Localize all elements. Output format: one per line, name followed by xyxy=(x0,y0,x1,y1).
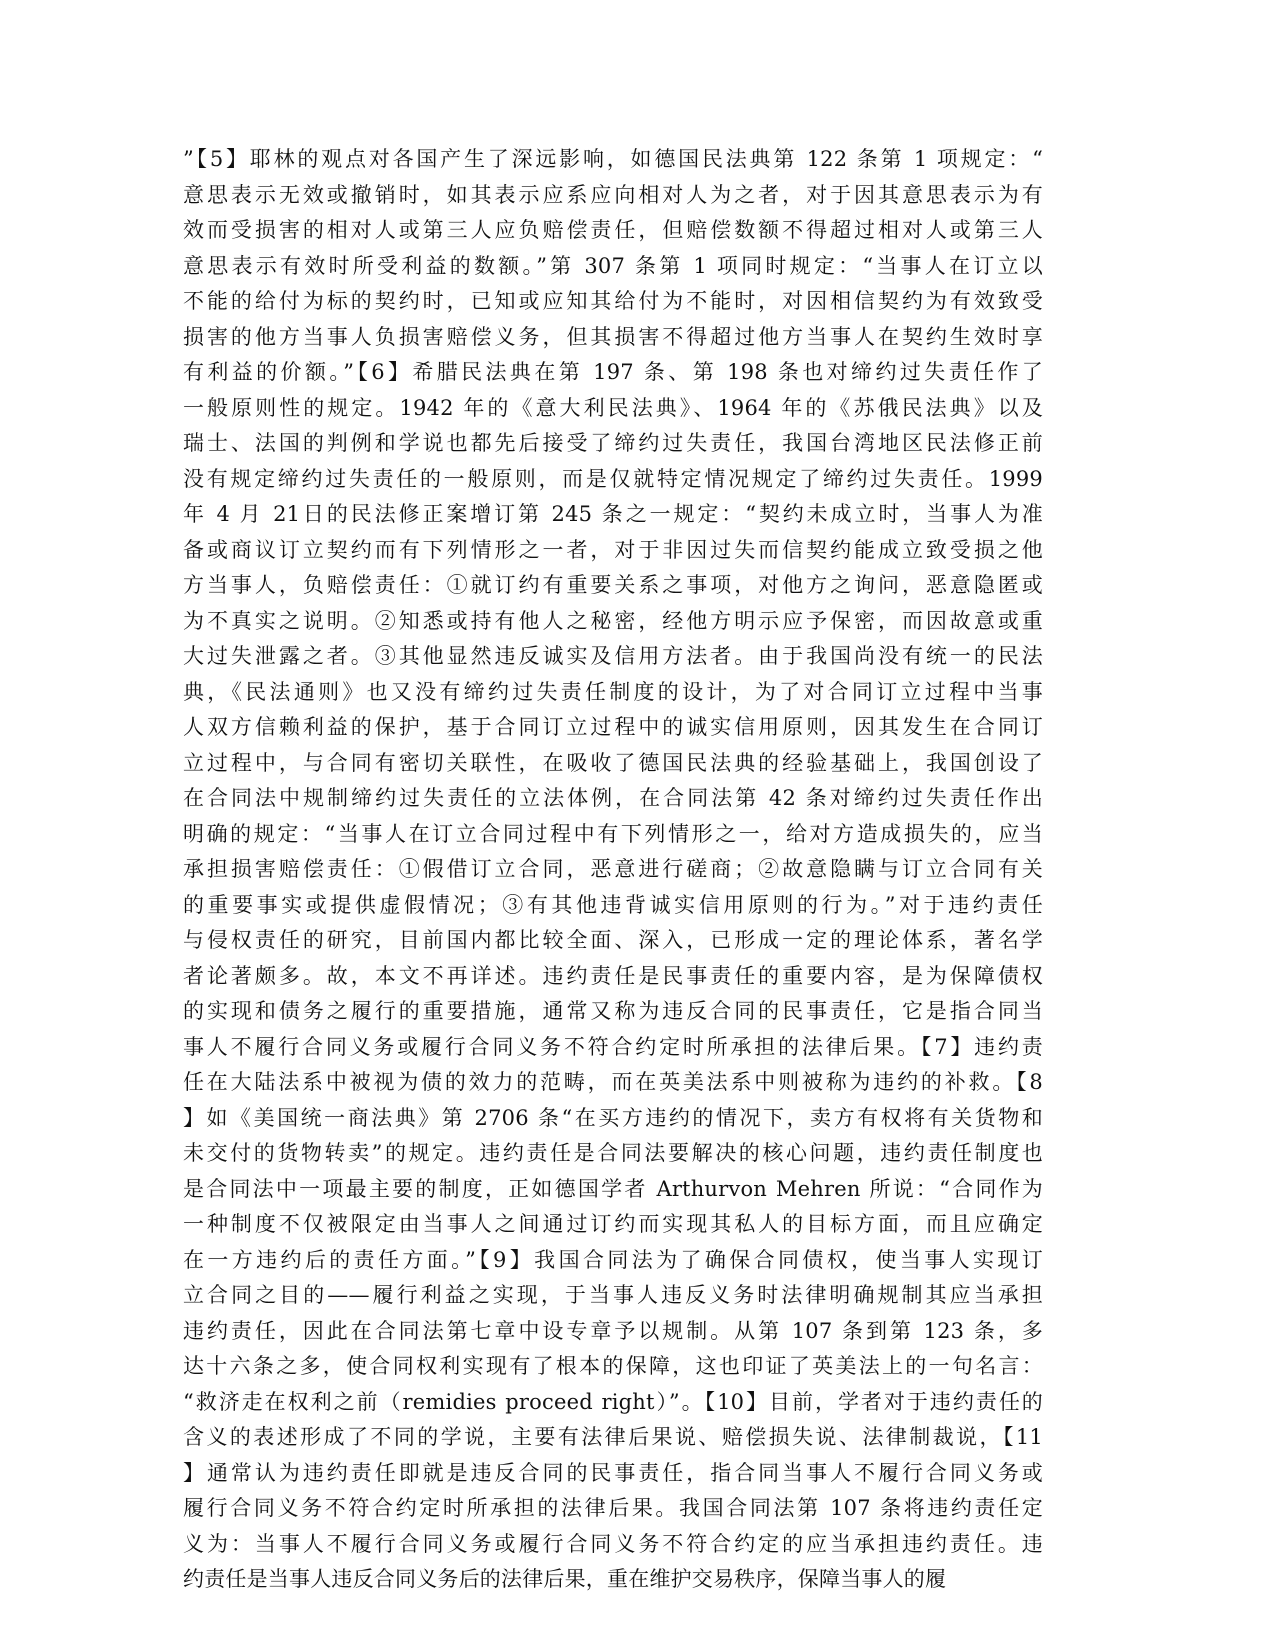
text-line: 瑞士、法国的判例和学说也都先后接受了缔约过失责任，我国台湾地区民法修正前 xyxy=(183,431,1043,455)
text-line: 大过失泄露之者。③其他显然违反诚实及信用方法者。由于我国尚没有统一的民法 xyxy=(183,644,1043,668)
text-line: 承担损害赔偿责任：①假借订立合同，恶意进行磋商；②故意隐瞒与订立合同有关 xyxy=(183,857,1043,881)
text-line: ”【5】耶林的观点对各国产生了深远影响，如德国民法典第 122 条第 1 项规定：“ xyxy=(183,147,1043,171)
text-line: 为不真实之说明。②知悉或持有他人之秘密，经他方明示应予保密，而因故意或重 xyxy=(183,608,1043,633)
text-line: 人双方信赖利益的保护，基于合同订立过程中的诚实信用原则，因其发生在合同订 xyxy=(183,715,1043,739)
text-line: 未交付的货物转卖”的规定。违约责任是合同法要解决的核心问题，违约责任制度也 xyxy=(183,1141,1043,1165)
text-line: 是合同法中一项最主要的制度，正如德国学者 Arthurvon Mehren 所说：“合同作为 xyxy=(183,1176,1043,1201)
text-line: 任在大陆法系中被视为债的效力的范畴，而在英美法系中则被称为违约的补救。【8 xyxy=(183,1070,1043,1094)
text-line: 违约责任，因此在合同法第七章中设专章予以规制。从第 107 条到第 123 条，多 xyxy=(183,1318,1043,1343)
text-line: 者论著颇多。故，本文不再详述。违约责任是民事责任的重要内容，是为保障债权 xyxy=(183,963,1043,988)
text-line: 明确的规定：“当事人在订立合同过程中有下列情形之一，给对方造成损失的，应当 xyxy=(183,821,1043,846)
text-line: 履行合同义务不符合约定时所承担的法律后果。我国合同法第 107 条将违约责任定 xyxy=(183,1496,1043,1520)
text-line: 的实现和债务之履行的重要措施，通常又称为违反合同的民事责任，它是指合同当 xyxy=(183,999,1043,1023)
text-line: 】如《美国统一商法典》第 2706 条“在买方违约的情况下，卖方有权将有关货物和 xyxy=(183,1105,1043,1130)
text-line: 备或商议订立契约而有下列情形之一者，对于非因过失而信契约能成立致受损之他 xyxy=(183,537,1043,562)
text-line: 在合同法中规制缔约过失责任的立法体例，在合同法第 42 条对缔约过失责任作出 xyxy=(183,786,1043,810)
text-line: 没有规定缔约过失责任的一般原则，而是仅就特定情况规定了缔约过失责任。1999 xyxy=(183,466,1043,491)
text-line: 一种制度不仅被限定由当事人之间通过订约而实现其私人的目标方面，而且应确定 xyxy=(183,1212,1043,1236)
text-line: 意思表示无效或撤销时，如其表示应系应向相对人为之者，对于因其意思表示为有 xyxy=(183,182,1043,207)
text-line: “救济走在权利之前（remidies proceed right）”。【10】目前，学者对于违约责任的 xyxy=(183,1389,1043,1414)
text-line: 在一方违约后的责任方面。”【9】我国合同法为了确保合同债权，使当事人实现订 xyxy=(183,1247,1043,1272)
text-line: 一般原则性的规定。1942 年的《意大利民法典》、1964 年的《苏俄民法典》以及 xyxy=(183,395,1043,420)
text-line: 效而受损害的相对人或第三人应负赔偿责任，但赔偿数额不得超过相对人或第三人 xyxy=(183,218,1043,242)
text-line: 有利益的价额。”【6】希腊民法典在第 197 条、第 198 条也对缔约过失责任作了 xyxy=(183,360,1043,384)
text-line: 方当事人，负赔偿责任：①就订约有重要关系之事项，对他方之询问，恶意隐匿或 xyxy=(183,573,1043,597)
text-line: 立合同之目的——履行利益之实现，于当事人违反义务时法律明确规制其应当承担 xyxy=(183,1283,1043,1307)
document-page xyxy=(183,142,1043,1591)
text-line: 含义的表述形成了不同的学说，主要有法律后果说、赔偿损失说、法律制裁说，【11 xyxy=(183,1425,1043,1449)
text-line: 义为：当事人不履行合同义务或履行合同义务不符合约定的应当承担违约责任。违 xyxy=(183,1531,1043,1556)
text-line: 达十六条之多，使合同权利实现有了根本的保障，这也印证了英美法上的一句名言： xyxy=(183,1354,1043,1378)
text-line: 立过程中，与合同有密切关联性，在吸收了德国民法典的经验基础上，我国创设了 xyxy=(183,750,1043,775)
text-line: 与侵权责任的研究，目前国内都比较全面、深入，已形成一定的理论体系，著名学 xyxy=(183,928,1043,952)
text-line: 事人不履行合同义务或履行合同义务不符合约定时所承担的法律后果。【7】违约责 xyxy=(183,1034,1043,1059)
text-line: 意思表示有效时所受利益的数额。”第 307 条第 1 项同时规定：“当事人在订立以 xyxy=(183,253,1043,278)
text-line: 年 4 月 21日的民法修正案增订第 245 条之一规定：“契约未成立时，当事人为准 xyxy=(183,502,1043,526)
text-line: 损害的他方当事人负损害赔偿义务，但其损害不得超过他方当事人在契约生效时享 xyxy=(183,324,1043,349)
text-line: 约责任是当事人违反合同义务后的法律后果，重在维护交易秩序，保障当事人的履 xyxy=(183,1567,947,1591)
text-line: 的重要事实或提供虚假情况；③有其他违背诚实信用原则的行为。”对于违约责任 xyxy=(183,892,1043,917)
text-line: 】通常认为违约责任即就是违反合同的民事责任，指合同当事人不履行合同义务或 xyxy=(183,1460,1043,1485)
text-line: 典，《民法通则》也又没有缔约过失责任制度的设计，为了对合同订立过程中当事 xyxy=(183,679,1043,704)
text-line: 不能的给付为标的契约时，已知或应知其给付为不能时，对因相信契约为有效致受 xyxy=(183,289,1043,313)
